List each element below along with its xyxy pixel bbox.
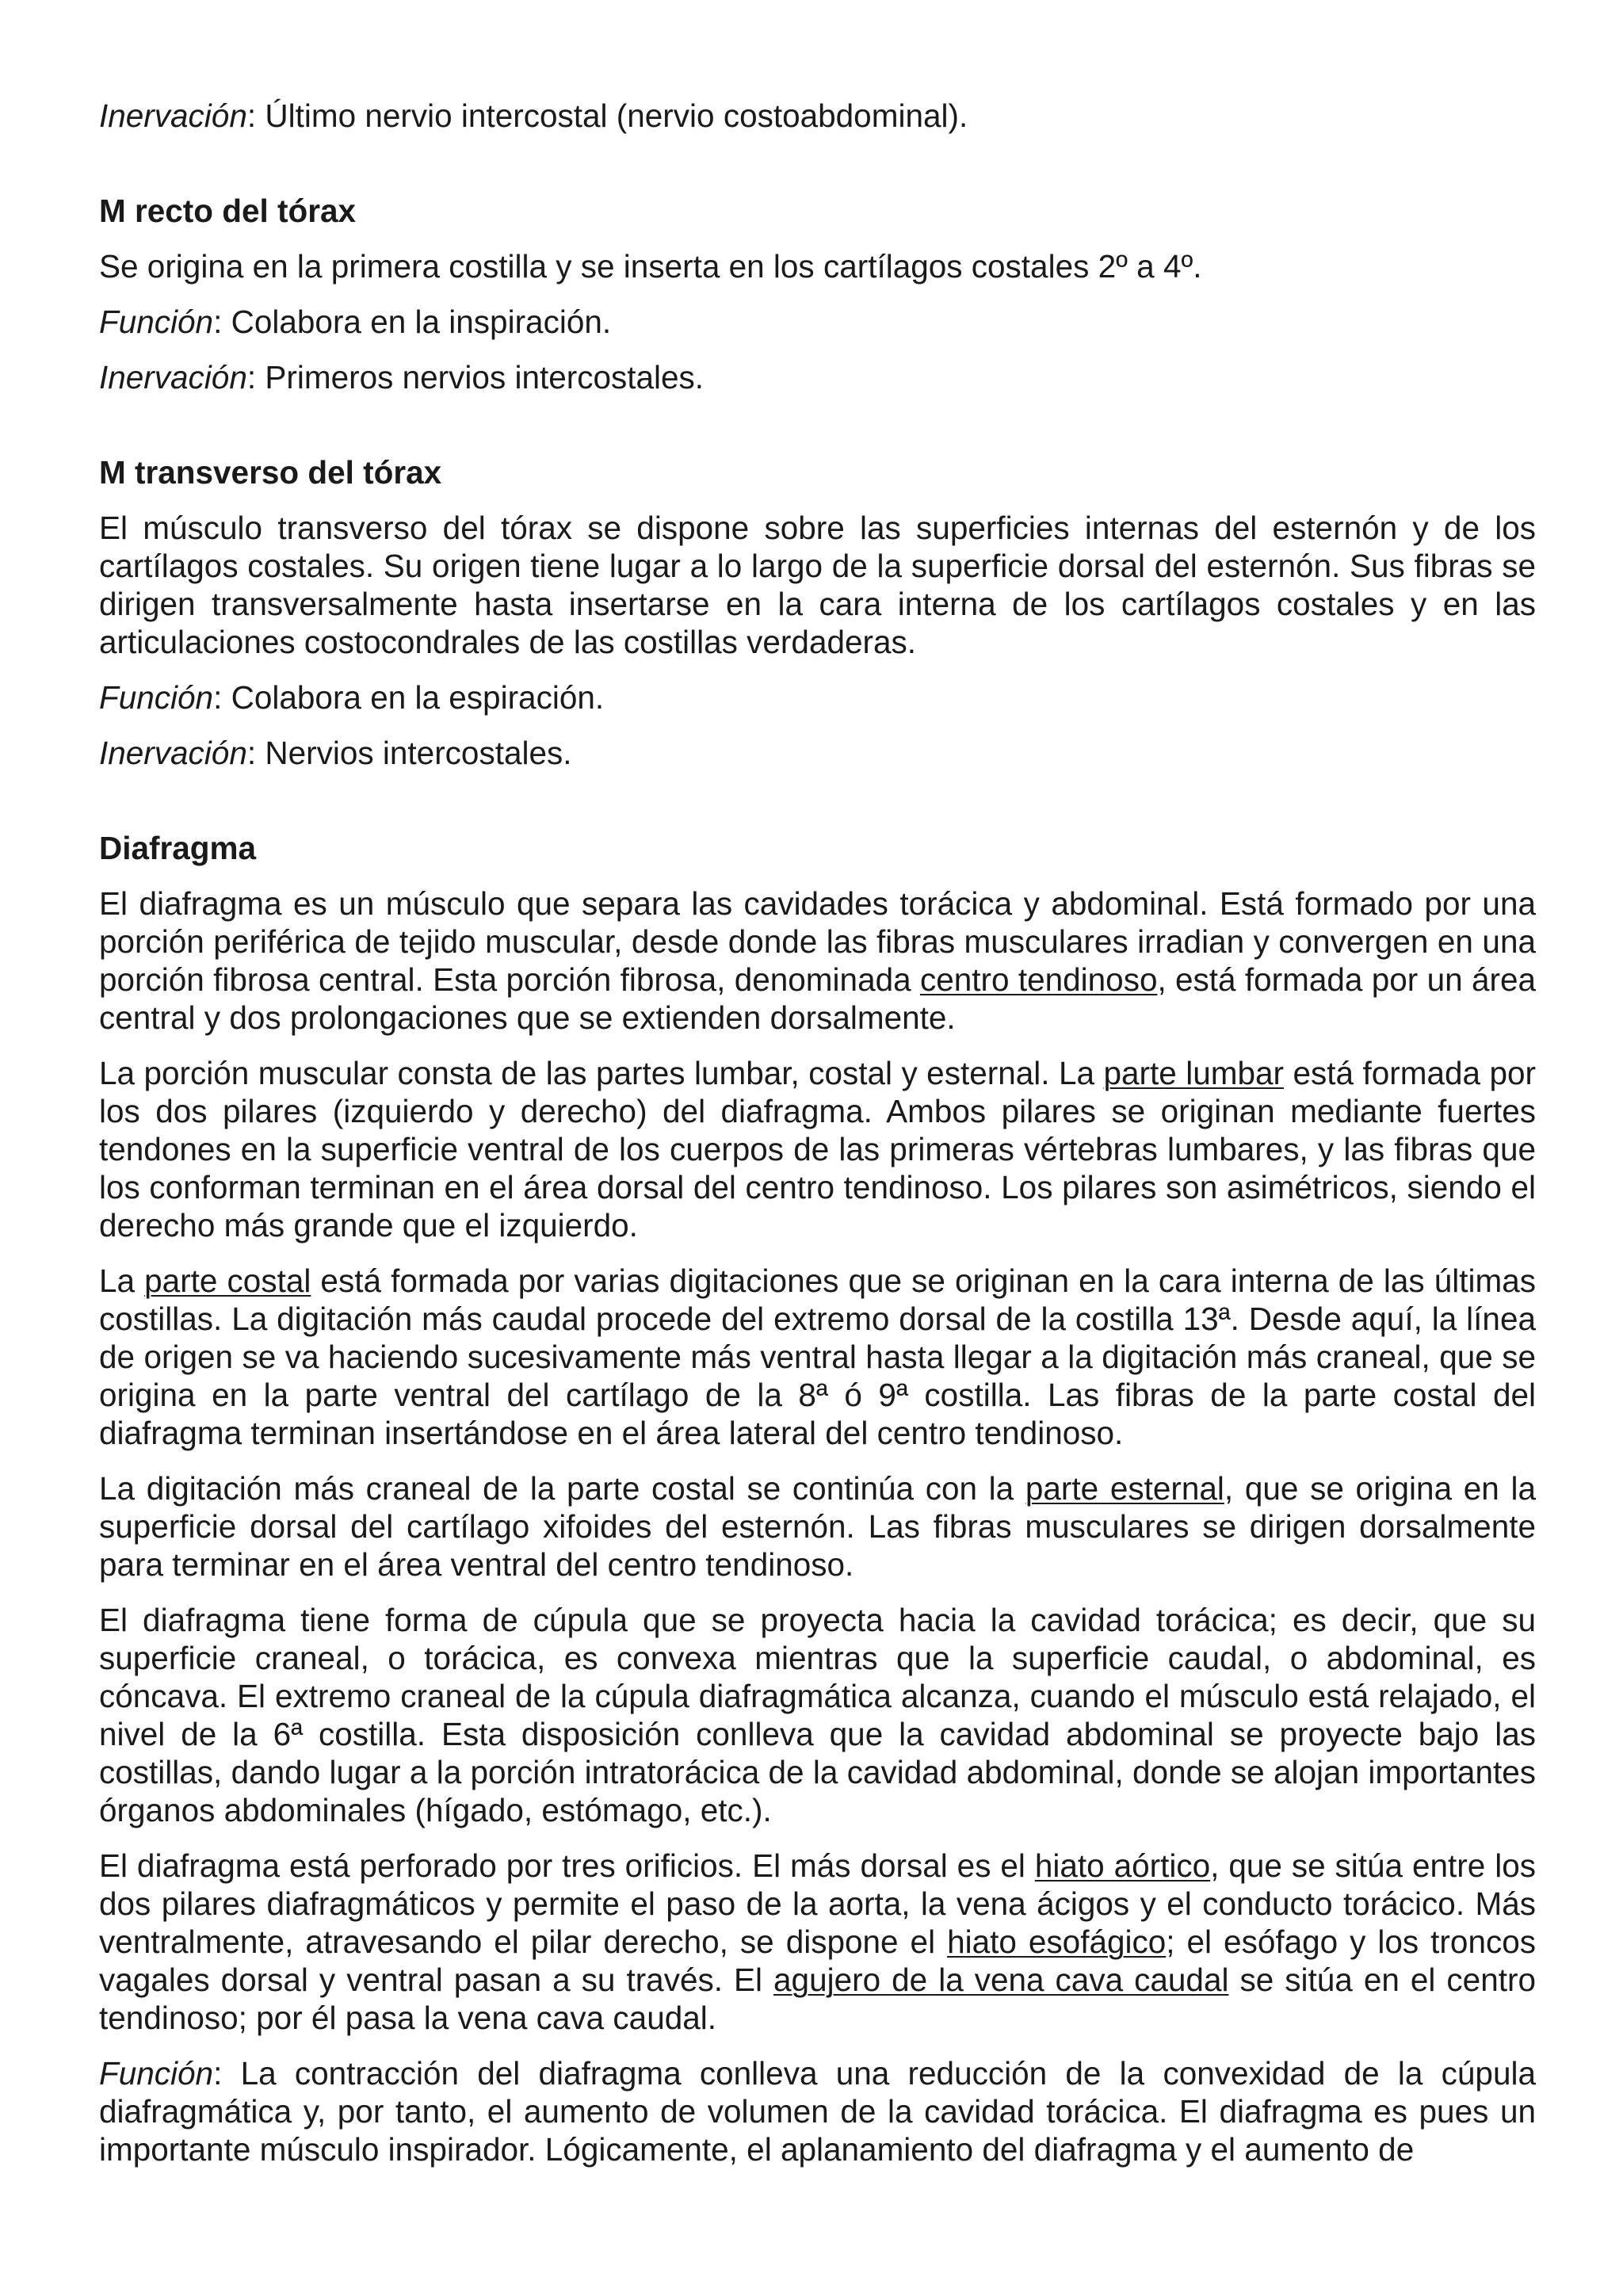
text-run: La porción muscular consta de las partes lumbar, costal y esternal. La	[99, 1055, 1104, 1091]
term-centro-tendinoso: centro tendinoso	[919, 961, 1158, 998]
text-run: ; el esófago y los troncos vagales dorsal y ventral pasan a su través. El	[99, 1924, 1536, 1998]
funcion-text: : Colabora en la espiración.	[213, 679, 605, 716]
diafragma-paragraph-1	[99, 884, 1536, 1037]
text-run: está formada por los dos pilares (izquierdo y derecho) del diafragma. Ambos pilares se originan mediante fuertes tendones en la superficie ventral de los cuerpos de las primeras vértebras lumbares, y las fibras que los conforman terminan en el área dorsal del centro tendinoso. Los pilares son asimétricos, siendo el derecho más grande que el izquierdo.	[99, 1055, 1537, 1244]
text-run: , que se sitúa entre los dos pilares diafragmáticos y permite el paso de la aorta, la vena ácigos y el conducto torácico. Más ventralmente, atravesando el pilar derecho, se dispone el	[99, 1847, 1536, 1960]
section-gap	[99, 152, 1536, 192]
section-heading-diafragma: Diafragma	[99, 830, 257, 866]
text-run: El diafragma es un músculo que separa las cavidades torácica y abdominal. Está formado por una porción periférica de tejido muscular, desde donde las fibras musculares irradian y convergen en una porción fibrosa central. Esta porción fibrosa, denominada	[99, 885, 1536, 998]
diafragma-paragraph-4	[99, 1469, 1536, 1584]
text-run: se sitúa en el centro tendinoso; por él pasa la vena cava caudal.	[99, 1962, 1536, 2036]
term-hiato-esofagico: hiato esofágico	[947, 1924, 1167, 1960]
text-run: El diafragma está perforado por tres orificios. El más dorsal es el	[99, 1847, 1035, 1884]
inervacion-text: : Último nervio intercostal (nervio costoabdominal).	[246, 97, 968, 134]
section-gap	[99, 414, 1536, 453]
inervacion-text: : Primeros nervios intercostales.	[246, 359, 705, 395]
recto-funcion	[99, 303, 1536, 341]
recto-paragraph: Se origina en la primera costilla y se inserta en los cartílagos costales 2º a 4º.	[99, 248, 1202, 285]
inervacion-label: Inervación	[99, 735, 247, 771]
diafragma-paragraph-2	[99, 1054, 1536, 1244]
text-run: La	[99, 1263, 145, 1299]
text-run: La digitación más craneal de la parte costal se continúa con la	[99, 1470, 1025, 1507]
transverso-paragraph: El músculo transverso del tórax se dispone sobre las superficies internas del esternón y de los cartílagos costales. Su origen tiene lugar a lo largo de la superficie dorsal del esternón. Sus fibras se dirigen transversalmente hasta insertarse en la cara interna de los cartílagos costales y en las articulaciones costocondrales de las costillas verdaderas.	[99, 510, 1536, 660]
term-hiato-aortico: hiato aórtico	[1034, 1847, 1211, 1884]
funcion-label: Función	[99, 679, 214, 716]
term-parte-esternal: parte esternal	[1025, 1470, 1224, 1507]
intro-inervacion	[99, 97, 1536, 135]
funcion-text: : Colabora en la inspiración.	[213, 304, 612, 340]
text-run: , está formada por un área central y dos prolongaciones que se extienden dorsalmente.	[99, 961, 1537, 1036]
term-parte-costal: parte costal	[144, 1263, 311, 1299]
section-gap	[99, 789, 1536, 829]
transverso-funcion	[99, 678, 1536, 716]
section-heading-recto: M recto del tórax	[99, 193, 357, 229]
text-run: está formada por varias digitaciones que se originan en la cara interna de las últimas costillas. La digitación más caudal procede del extremo dorsal de la costilla 13ª. Desde aquí, la línea de origen se va haciendo sucesivamente más ventral hasta llegar a la digitación más craneal, que se origina en la parte ventral del cartílago de la 8ª ó 9ª costilla. Las fibras de la parte costal del diafragma terminan insertándose en el área lateral del centro tendinoso.	[99, 1263, 1536, 1451]
term-agujero-vena-cava: agujero de la vena cava caudal	[773, 1962, 1229, 1998]
funcion-label: Función	[99, 304, 214, 340]
recto-inervacion	[99, 358, 1536, 396]
diafragma-paragraph-6	[99, 1847, 1536, 2037]
inervacion-label: Inervación	[99, 97, 247, 134]
funcion-label: Función	[99, 2055, 214, 2092]
section-heading-transverso: M transverso del tórax	[99, 454, 442, 491]
diafragma-paragraph-3	[99, 1262, 1536, 1452]
diafragma-funcion	[99, 2054, 1536, 2168]
funcion-text: : La contracción del diafragma conlleva una reducción de la convexidad de la cúpula diafragmática y, por tanto, el aumento de volumen de la cavidad torácica. El diafragma es pues un importante músculo inspirador. Lógicamente, el aplanamiento del diafragma y el aumento de	[99, 2055, 1536, 2168]
transverso-inervacion	[99, 734, 1536, 772]
diafragma-paragraph-5: El diafragma tiene forma de cúpula que se proyecta hacia la cavidad torácica; es decir, que su superficie craneal, o torácica, es convexa mientras que la superficie caudal, o abdominal, es cóncava. El extremo craneal de la cúpula diafragmática alcanza, cuando el músculo está relajado, el nivel de la 6ª costilla. Esta disposición conlleva que la cavidad abdominal se proyecte bajo las costillas, dando lugar a la porción intratorácica de la cavidad abdominal, donde se alojan importantes órganos abdominales (hígado, estómago, etc.).	[99, 1602, 1536, 1828]
inervacion-text: : Nervios intercostales.	[246, 735, 572, 771]
inervacion-label: Inervación	[99, 359, 247, 395]
text-run: , que se origina en la superficie dorsal del cartílago xifoides del esternón. Las fibras musculares se dirigen dorsalmente para terminar en el área ventral del centro tendinoso.	[99, 1470, 1536, 1583]
term-parte-lumbar: parte lumbar	[1103, 1055, 1285, 1091]
